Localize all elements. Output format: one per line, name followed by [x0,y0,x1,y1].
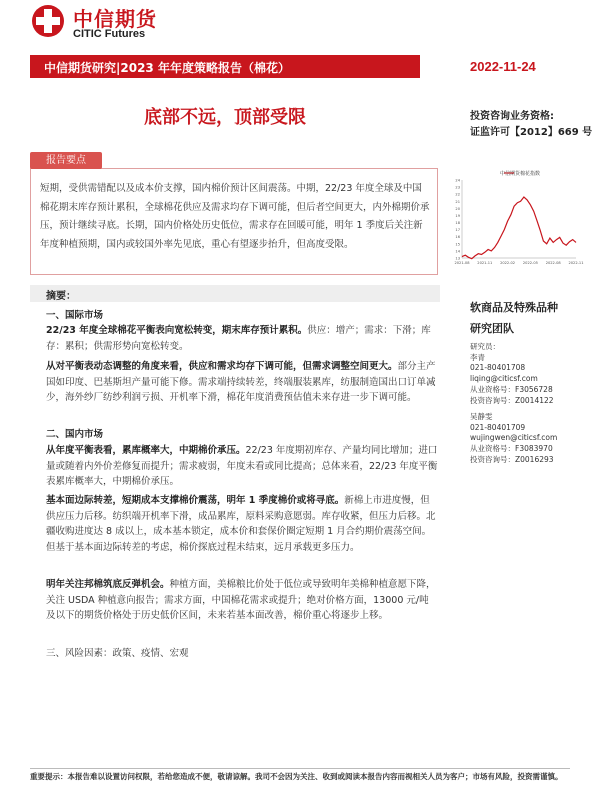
footer-divider [30,768,570,769]
paragraph-2-lead: 从对平衡表动态调整的角度来看，供应和需求均存下调可能，但需求调整空间更大。 [46,361,398,372]
analyst-2-phone: 021-80401709 [470,422,526,432]
paragraph-1-lead: 22/23 年度全球棉花平衡表向宽松转变，期末库存预计累积。 [46,325,308,336]
x-tick-label: 2022-05 [522,261,538,265]
paragraph-5-lead: 明年关注邦棉筑底反弹机会。 [46,579,170,590]
analyst-1-email: liqing@citicsf.com [470,374,538,384]
paragraph-2 [46,359,438,406]
citic-logo-icon [32,5,64,37]
y-tick-label: 15 [455,242,460,247]
cotton-index-line [462,197,576,259]
paragraph-1-body: 供应：增产；需求：下滑；库存：累积；供需形势向宽松转变。 [46,325,431,352]
y-tick-label: 24 [455,178,460,183]
y-tick-label: 13 [455,256,460,261]
y-tick-label: 23 [455,185,460,190]
paragraph-5-body: 种植方面，美棉粮比价处于低位或导致明年美棉种植意愿下降，关注 USDA 种植意向报告；需求方面，中国棉花需求或提升；绝对价格方面，13000 元/吨及以下的期货价格处于历史低价区间，未来若基本面改善，棉价重心将逐步上移。 [46,579,436,621]
section-international: 一、国际市场 [46,310,104,321]
qualification-line-1: 投资咨询业务资格: [470,111,554,122]
key-points-tag: 报告要点 [30,152,102,169]
y-tick-label: 19 [455,213,460,218]
analyst-1-cert: 从业资格号：F3056728 [470,384,553,394]
paragraph-3-body: 22/23 年度期初库存、产量均同比增加；进口量或随着内外价差修复而提升；需求疲弱，年度未看或同比提高；总体来看，22/23 年度平衡表累库概率大，中期棉价承压。 [46,445,438,487]
analyst-1-advisory: 投资咨询号：Z0014122 [470,395,554,405]
analyst-block-2 [470,412,557,466]
footer-disclaimer: 重要提示：本报告难以设置访问权限，若给您造成不便，敬请谅解。我司不会因为关注、收到或阅读本报告内容而视相关人员为客户；市场有风险，投资需谨慎。 [30,772,563,781]
x-tick-label: 2022-02 [500,261,516,265]
section-domestic: 二、国内市场 [46,429,104,440]
summary-label: 摘要： [46,291,76,302]
paragraph-4-body: 新棉上市进度慢，但供应压力后移。纺织端开机率下滑，成品累库，原料采购意愿弱。库存收紧，但压力后移。北疆收购进度达 8 成以上，成本基本锁定，成本价和套保价圈定短期 1 月合约期价震荡空间。但基于基本面边际转差的考虑，棉价探底过程未结束，远月承载更多压力。 [46,495,436,553]
section-risks: 三、风险因素：政策、疫情、宏观 [46,648,189,659]
analyst-1-name: 李青 [470,352,485,362]
analyst-2-email: wujingwen@citicsf.com [470,433,558,443]
key-points-text: 短期，受供需错配以及成本价支撑，国内棉价预计区间震荡。中期，22/23 年度全球及中国棉花期末库存预计累积，全球棉花供应及需求均存下调可能，但后者空间更大，内外棉期价承压，预计继续寻底。长期，国内价格处历史低位，需求存在回暖可能，明年 1 季度后关注新年度种植预期，国内或较国外率先见底，重心有望逐步抬升，但高度受限。 [40,183,430,250]
paragraph-3 [46,443,438,490]
analyst-label: 研究员： [470,342,500,351]
paragraph-5 [46,577,438,624]
y-tick-label: 14 [455,249,460,254]
report-date: 2022-11-24 [470,59,536,74]
report-series-label: 中信期货研究|2023 年年度策略报告（棉花） [44,61,290,75]
paragraph-4 [46,493,438,555]
y-tick-label: 21 [455,199,460,204]
analyst-2-cert: 从业资格号：F3083970 [470,444,553,454]
team-name-line-1: 软商品及特殊品种 [470,301,558,314]
x-tick-label: 2022-08 [545,261,561,265]
logo-english-name: CITIC Futures [73,28,146,40]
y-tick-label: 17 [455,228,460,233]
report-title: 底部不远，顶部受限 [144,107,306,128]
analyst-2-advisory: 投资咨询号：Z0016293 [470,454,554,464]
y-tick-label: 22 [455,192,460,197]
paragraph-4-lead: 基本面边际转差，短期成本支撑棉价震荡，明年 1 季度棉价或将寻底。 [46,495,345,506]
report-series-bar [30,55,420,78]
y-tick-label: 16 [455,235,460,240]
x-tick-label: 2021-11 [477,261,493,265]
summary-bar [30,285,440,302]
analyst-2-name: 吴静雯 [470,412,493,421]
team-name-line-2: 研究团队 [470,322,514,335]
analyst-1-phone: 021-80401708 [470,363,526,373]
analyst-block-1 [470,342,554,406]
paragraph-2-body: 部分主产国如印度、巴基斯坦产量可能下修。需求端持续转差，终端服装累库，纺服制造国出口订单减少，海外纱厂纺纱利润亏损、开机率下滑，棉花年度消费预估值未来存进一步下调可能。 [46,361,436,403]
paragraph-1 [46,323,438,354]
x-tick-label: 2021-08 [454,261,470,265]
cotton-index-chart [450,168,584,271]
qualification-line-2: 证监许可【2012】669 号 [470,127,593,138]
y-tick-label: 18 [455,221,460,226]
chart-title: 中信期货棉花指数 [499,171,541,177]
x-tick-label: 2022-11 [568,261,584,265]
paragraph-3-lead: 从年度平衡表看，累库概率大，中期棉价承压。 [46,445,246,456]
logo-chinese-name: 中信期货 [73,7,157,31]
y-tick-label: 20 [455,206,460,211]
